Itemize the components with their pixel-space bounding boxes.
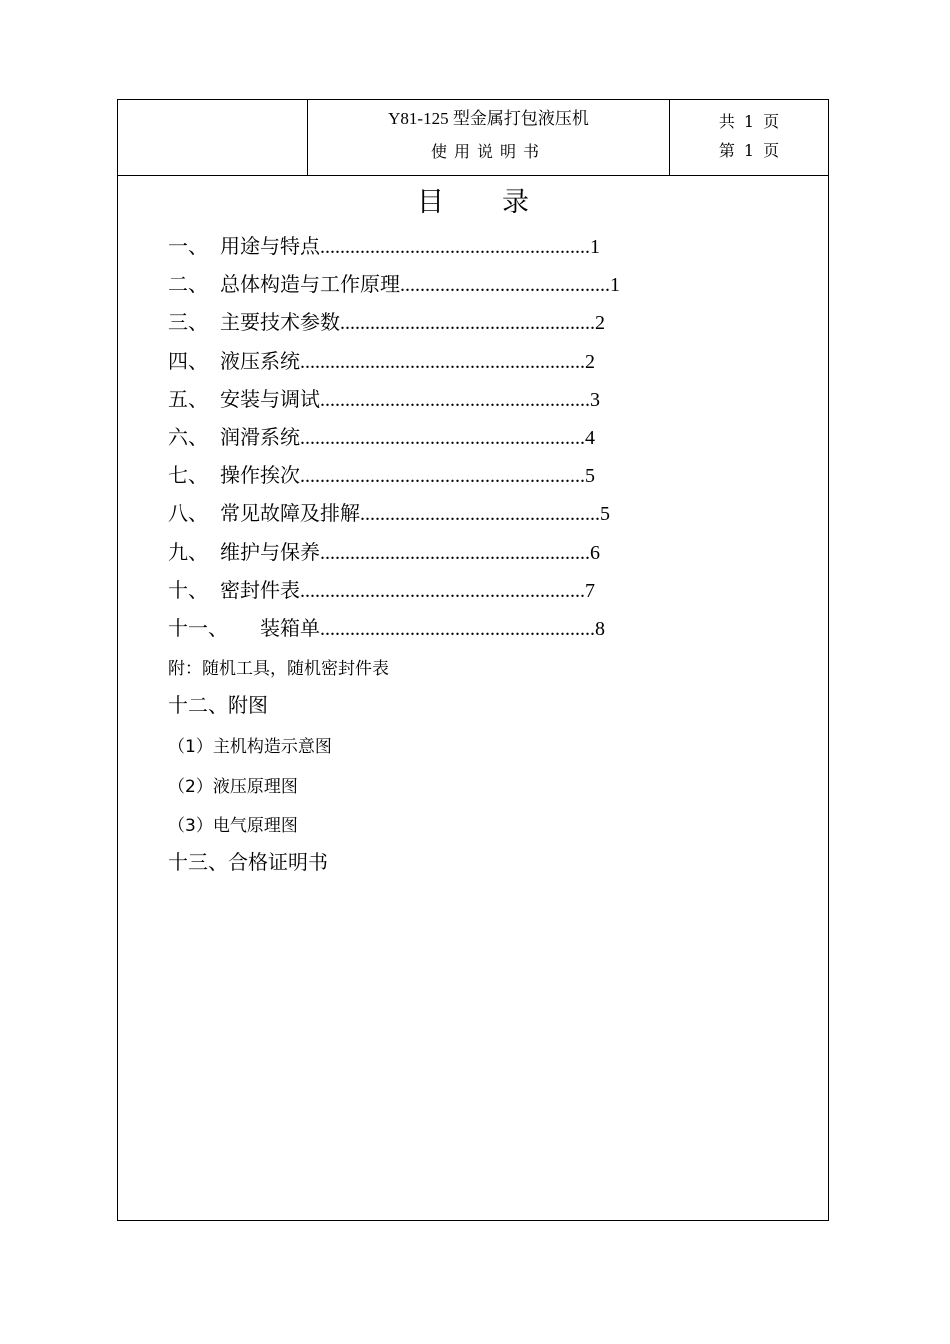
toc-item-page: 8 — [595, 617, 605, 640]
toc-item-title: 润滑系统 — [220, 424, 300, 449]
section-12-heading: 十二、附图 — [168, 693, 268, 717]
header-blank-cell — [118, 100, 308, 175]
toc-item-page: 1 — [590, 236, 600, 258]
toc-item-number: 九、 — [168, 539, 208, 564]
document-subtitle: 使用说明书 — [430, 142, 546, 161]
document-frame — [117, 99, 829, 1221]
toc-item-page: 3 — [590, 388, 600, 411]
figure-item: （3）电气原理图 — [168, 816, 298, 836]
toc-item-page: 5 — [600, 503, 610, 526]
toc-leader-dots: ....................................................... — [320, 617, 595, 640]
toc-heading-char-1: 目 — [417, 187, 444, 218]
toc-item-number: 十、 — [168, 577, 208, 602]
toc-leader-dots: ......................................................... — [300, 579, 585, 602]
toc-item[interactable] — [168, 537, 728, 575]
toc-item-title: 安装与调试 — [220, 386, 320, 411]
current-page: 第 1 页 — [718, 141, 782, 160]
toc-item-page: 4 — [585, 426, 595, 449]
toc-item-title: 总体构造与工作原理 — [220, 272, 400, 297]
toc-item-page: 5 — [585, 465, 595, 488]
toc-item-title: 维护与保养 — [220, 539, 320, 564]
section-13-heading: 十三、合格证明书 — [168, 850, 328, 874]
toc-heading-char-2: 录 — [502, 187, 529, 218]
toc-list — [168, 231, 728, 651]
toc-item-number: 八、 — [168, 501, 208, 526]
toc-item-title: 装箱单 — [260, 615, 320, 640]
toc-item[interactable] — [168, 575, 728, 613]
toc-leader-dots: ................................................ — [360, 503, 600, 526]
toc-item[interactable] — [168, 384, 728, 422]
toc-heading — [118, 186, 828, 220]
toc-item-title: 操作挨次 — [220, 463, 300, 488]
toc-item-number: 十一、 — [168, 615, 228, 640]
toc-item-number: 三、 — [168, 310, 208, 335]
document-header — [118, 100, 828, 176]
toc-item-number: 五、 — [168, 386, 208, 411]
toc-leader-dots: ................................................... — [340, 312, 595, 335]
toc-leader-dots: .......................................... — [400, 274, 610, 297]
toc-leader-dots: ......................................................... — [300, 465, 585, 488]
toc-item-title: 主要技术参数 — [220, 310, 340, 335]
toc-leader-dots: ......................................................... — [300, 426, 585, 449]
figure-item: （1）主机构造示意图 — [168, 737, 332, 757]
toc-item-page: 6 — [590, 541, 600, 564]
toc-item[interactable] — [168, 307, 728, 345]
toc-item-title: 用途与特点 — [220, 234, 320, 258]
total-pages: 共 1 页 — [718, 112, 782, 131]
toc-item-number: 四、 — [168, 348, 208, 373]
toc-leader-dots: ...................................................... — [320, 236, 590, 258]
toc-item[interactable] — [168, 422, 728, 460]
toc-leader-dots: ...................................................... — [320, 388, 590, 411]
toc-item[interactable] — [168, 231, 728, 269]
document-title: Y81-125 型金属打包液压机 — [388, 109, 589, 128]
toc-item-page: 7 — [585, 579, 595, 602]
toc-item[interactable] — [168, 613, 728, 651]
figure-item: （2）液压原理图 — [168, 777, 298, 797]
toc-item-number: 六、 — [168, 424, 208, 449]
toc-item[interactable] — [168, 460, 728, 498]
toc-item-title: 密封件表 — [220, 577, 300, 602]
toc-item-number: 二、 — [168, 272, 208, 297]
toc-item-page: 2 — [585, 350, 595, 373]
toc-item-page: 2 — [595, 312, 605, 335]
toc-item[interactable] — [168, 269, 728, 307]
toc-item[interactable] — [168, 346, 728, 384]
toc-item-number: 一、 — [168, 234, 208, 258]
toc-item-title: 液压系统 — [220, 348, 300, 373]
header-title-cell — [308, 100, 670, 175]
toc-item-title: 常见故障及排解 — [220, 501, 360, 526]
toc-leader-dots: ...................................................... — [320, 541, 590, 564]
toc-item-page: 1 — [610, 274, 620, 297]
attachment-note: 附：随机工具，随机密封件表 — [168, 659, 389, 679]
header-page-cell — [670, 100, 830, 175]
toc-leader-dots: ......................................................... — [300, 350, 585, 373]
toc-item-number: 七、 — [168, 463, 208, 488]
toc-item[interactable] — [168, 498, 728, 536]
